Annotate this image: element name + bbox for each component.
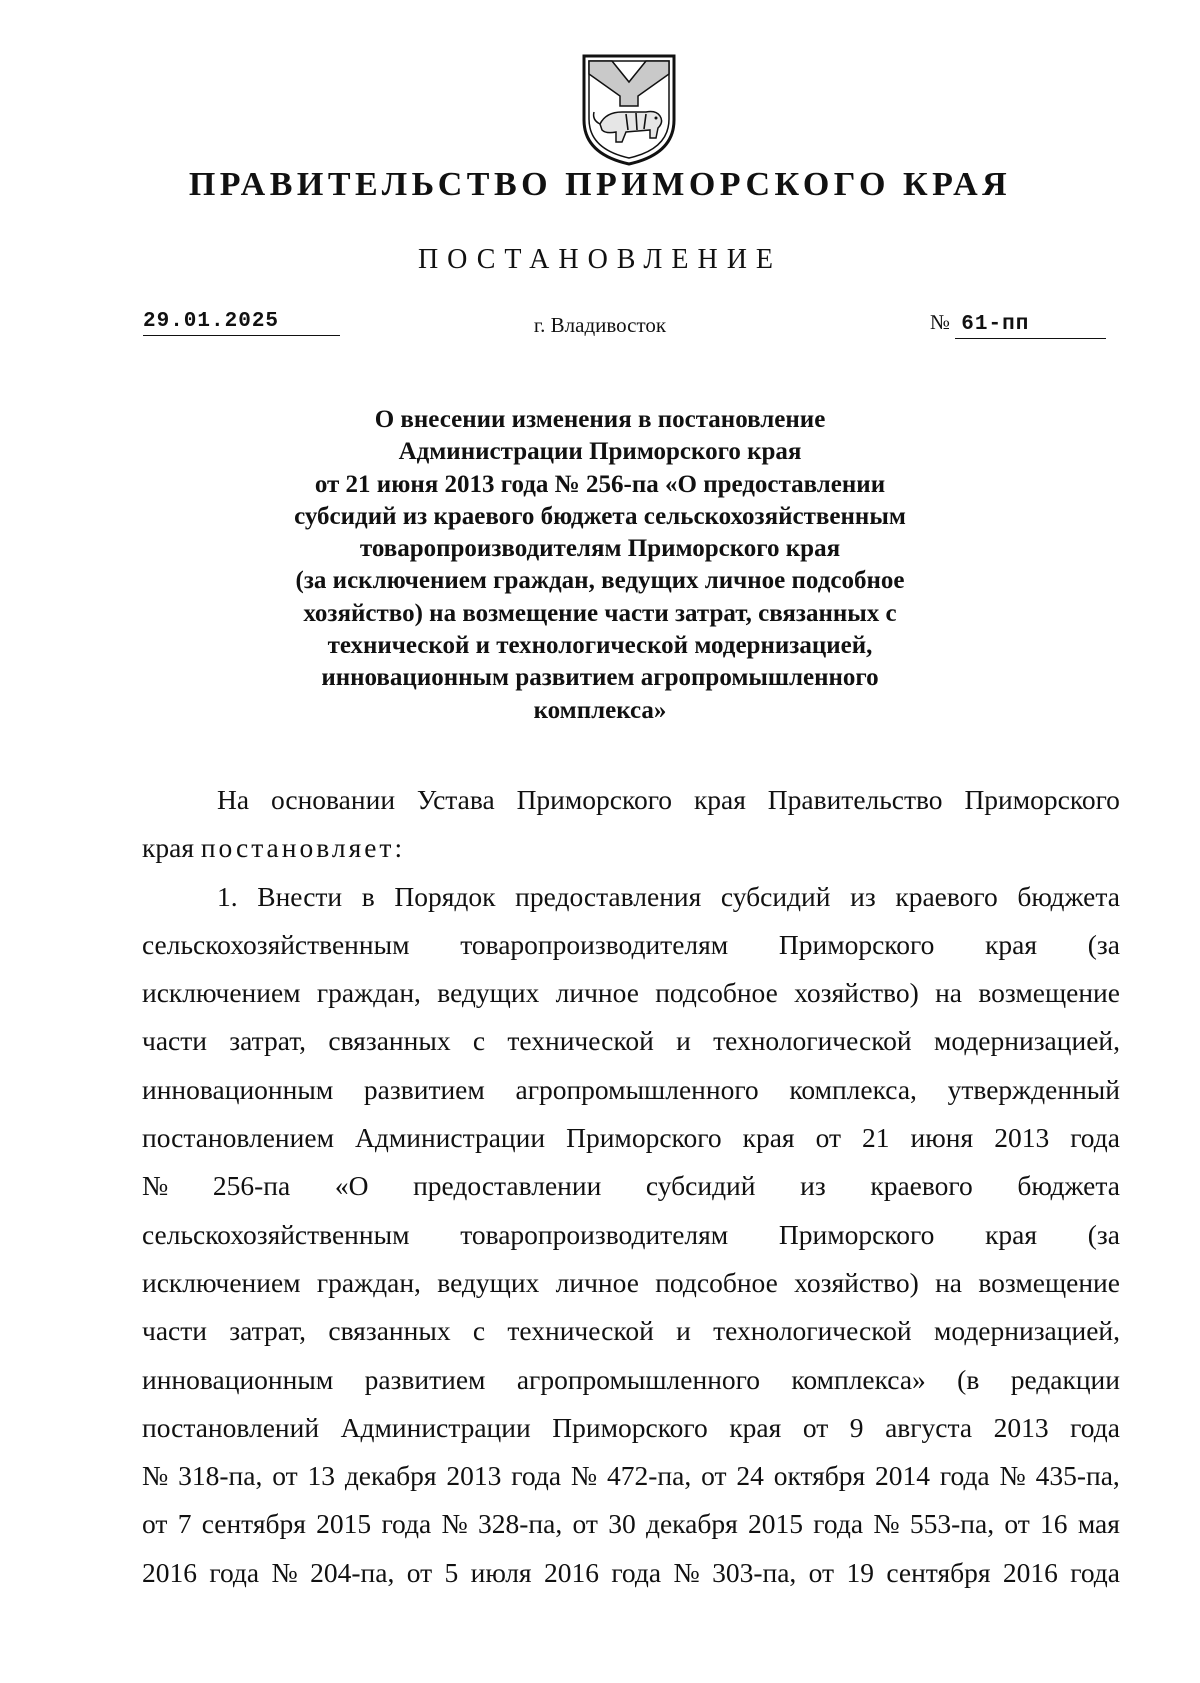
body-word: в [361, 880, 375, 912]
body-word: из [850, 880, 876, 912]
number-value: 61-пп [955, 312, 1106, 339]
title-line: от 21 июня 2013 года № 256-па «О предоставлении [314, 470, 886, 498]
body-word: года [1070, 1411, 1120, 1443]
body-word: 2016 [142, 1556, 197, 1588]
body-word: года [1070, 1556, 1120, 1588]
body-word: края [742, 1122, 795, 1154]
body-word: 435-па, [1035, 1460, 1120, 1492]
body-word: Порядок [394, 880, 496, 912]
body-word: края [985, 928, 1038, 960]
body-word: 2014 [875, 1460, 931, 1492]
document-date: 29.01.2025 [143, 309, 340, 336]
title-line: товаропроизводителям Приморского края [359, 535, 841, 563]
body-word: № [673, 1556, 700, 1588]
document-title [180, 404, 1020, 727]
body-word: агропромышленного [516, 1363, 761, 1395]
body-word: Приморского [552, 1411, 708, 1443]
body-word: комплекса» [791, 1363, 926, 1395]
body-word: ведущих [437, 1266, 540, 1298]
body-word: года [209, 1556, 260, 1588]
body-word: от [406, 1556, 433, 1588]
body-word: хозяйство) [794, 1266, 919, 1298]
body-word: субсидий [720, 880, 831, 912]
body-word: края [985, 1218, 1038, 1250]
body-word: 9 [849, 1411, 864, 1443]
body-line [142, 1114, 1120, 1162]
body-word: возмещение [978, 1266, 1120, 1298]
body-word: 13 [307, 1460, 335, 1492]
body-word: На [217, 784, 250, 815]
body-word: декабря [344, 1460, 437, 1492]
body-line [142, 1452, 1120, 1500]
body-word: Приморского [964, 784, 1120, 815]
body-word: года [813, 1508, 864, 1540]
body-word: от [1004, 1508, 1030, 1540]
body-word: года [939, 1460, 990, 1492]
body-word: от [572, 1508, 598, 1540]
document-city: г. Владивосток [533, 313, 667, 337]
body-word: № [142, 1170, 169, 1202]
body-word: 2015 [748, 1508, 804, 1540]
body-word: Администрации [355, 1122, 546, 1154]
title-line: О внесении изменения в постановление [374, 406, 826, 433]
body-word: исключением [142, 1266, 301, 1298]
body-line [142, 1162, 1120, 1210]
body-line [142, 824, 1120, 872]
body-word: и [676, 1025, 691, 1057]
body-word: 19 [846, 1556, 874, 1588]
body-line [142, 1017, 1120, 1065]
body-word: № [570, 1460, 598, 1492]
body-word: граждан, [316, 1266, 421, 1298]
body-word: от [701, 1460, 727, 1492]
body-word: Администрации [340, 1411, 531, 1443]
body-text-fragment: края [142, 832, 201, 864]
body-word: бюджета [1017, 880, 1120, 912]
body-line [142, 1356, 1120, 1404]
body-word: подсобное [655, 1266, 778, 1298]
body-word: Приморского [778, 1218, 935, 1250]
body-word: части [142, 1025, 207, 1057]
body-word: края [729, 1411, 782, 1443]
document-number [930, 309, 1110, 339]
body-line [142, 1066, 1120, 1114]
body-word: связанных [328, 1025, 451, 1057]
body-word: Приморского [516, 784, 673, 815]
body-word: агропромышленного [515, 1073, 759, 1105]
body-word: предоставлении [413, 1170, 602, 1202]
body-word: 553-па, [909, 1508, 995, 1540]
body-word: года [381, 1508, 432, 1540]
body-word: товаропроизводителям [460, 928, 729, 960]
body-word: модернизацией, [933, 1025, 1120, 1057]
body-word: инновационным [142, 1363, 334, 1395]
body-word: затрат, [229, 1315, 307, 1347]
body-word: предоставления [515, 880, 702, 912]
body-word: «О [334, 1170, 369, 1202]
government-title: ПРАВИТЕЛЬСТВО ПРИМОРСКОГО КРАЯ [188, 166, 1012, 203]
body-word: 2016 [1002, 1556, 1058, 1588]
body-word: октября [773, 1460, 866, 1492]
body-word: Правительство [767, 784, 943, 815]
title-line: технической и технологической модернизацией, [327, 632, 873, 660]
body-word: (за [1087, 928, 1120, 960]
body-word: постановлением [142, 1122, 334, 1154]
body-word: и [676, 1315, 691, 1347]
number-sign: № [930, 310, 951, 334]
body-word: 204-па, [310, 1556, 395, 1588]
body-word: 2016 [543, 1556, 599, 1588]
body-line [142, 873, 1120, 921]
body-word: редакции [1010, 1363, 1120, 1395]
body-word: исключением [142, 977, 301, 1009]
body-word: постановлений [142, 1411, 320, 1443]
document-body [142, 776, 1120, 1597]
body-word: от [808, 1556, 835, 1588]
body-word: 30 [608, 1508, 636, 1540]
body-word: граждан, [316, 977, 421, 1009]
body-word: с [472, 1315, 486, 1347]
body-word: части [142, 1315, 207, 1347]
resolves-word: постановляет: [200, 832, 406, 864]
body-word: 16 [1040, 1508, 1068, 1540]
body-word: краевого [895, 880, 998, 912]
body-line [142, 969, 1120, 1017]
body-word: из [800, 1170, 826, 1202]
body-word: от [802, 1411, 829, 1443]
body-word: августа [885, 1411, 973, 1443]
body-word: 2013 [993, 1411, 1049, 1443]
body-word: технической [507, 1025, 654, 1057]
body-word: № [441, 1508, 468, 1540]
body-word: товаропроизводителям [460, 1218, 729, 1250]
body-word: от [815, 1122, 841, 1154]
body-word: инновационным [142, 1073, 334, 1105]
body-line [142, 1500, 1120, 1548]
body-word: края [693, 784, 746, 815]
body-word: № [999, 1460, 1026, 1492]
body-word: утвержденный [947, 1073, 1120, 1105]
body-word: декабря [645, 1508, 738, 1540]
body-word: Устава [416, 784, 495, 815]
body-word: Внести [257, 880, 343, 912]
body-word: 2013 [994, 1122, 1050, 1154]
body-word: ведущих [437, 977, 540, 1009]
body-word: 328-па, [478, 1508, 563, 1540]
body-word: июня [910, 1122, 974, 1154]
body-word: Приморского [778, 928, 935, 960]
body-word: сельскохозяйственным [142, 928, 410, 960]
title-line: Администрации Приморского края [398, 438, 802, 466]
body-word: краевого [870, 1170, 973, 1202]
body-line [142, 1404, 1120, 1452]
body-line [142, 1211, 1120, 1259]
title-line: (за исключением граждан, ведущих личное подсобное [295, 567, 905, 595]
body-word: технологической [713, 1025, 912, 1057]
body-word: 5 [444, 1556, 459, 1588]
body-word: на [935, 1266, 963, 1298]
title-line: хозяйство) на возмещение части затрат, связанных с [303, 599, 897, 627]
body-word: технологической [713, 1315, 912, 1347]
body-line [142, 1259, 1120, 1307]
body-word: года [611, 1556, 662, 1588]
body-word: 472-па, [607, 1460, 692, 1492]
body-line [142, 1307, 1120, 1355]
title-line: субсидий из краевого бюджета сельскохозяйственным [294, 502, 906, 530]
body-word: от [272, 1460, 298, 1492]
body-word: развитием [363, 1073, 485, 1105]
body-word: сентября [886, 1556, 991, 1588]
document-type: ПОСТАНОВЛЕНИЕ [417, 244, 783, 275]
body-word: личное [555, 977, 639, 1009]
body-word: основании [270, 784, 396, 815]
body-word: 7 [177, 1508, 192, 1540]
body-word: от [142, 1508, 168, 1540]
body-word: года [1070, 1122, 1120, 1154]
body-word: 256-па [212, 1170, 291, 1202]
body-line [142, 1549, 1120, 1597]
body-word: возмещение [978, 977, 1120, 1009]
body-word: подсобное [655, 977, 778, 1009]
body-word: Приморского [566, 1122, 722, 1154]
body-word: технической [507, 1315, 654, 1347]
body-word: бюджета [1017, 1170, 1120, 1202]
body-word: (в [957, 1363, 980, 1395]
body-word: субсидий [645, 1170, 756, 1202]
body-word: модернизацией, [933, 1315, 1120, 1347]
body-word: 24 [736, 1460, 764, 1492]
body-word: затрат, [229, 1025, 307, 1057]
body-word: июля [470, 1556, 532, 1588]
body-word: № [142, 1460, 169, 1492]
body-word: личное [555, 1266, 639, 1298]
body-word: с [472, 1025, 486, 1057]
body-word: на [935, 977, 963, 1009]
body-word: 1. [217, 880, 238, 912]
body-word: № [271, 1556, 298, 1588]
body-word: 318-па, [178, 1460, 263, 1492]
body-word: 21 [862, 1122, 890, 1154]
body-word: (за [1087, 1218, 1120, 1250]
title-line: комплекса» [533, 696, 667, 724]
body-word: мая [1077, 1508, 1120, 1540]
title-line: инновационным развитием агропромышленного [321, 664, 879, 692]
body-line [142, 776, 1120, 824]
body-word: комплекса, [789, 1073, 917, 1105]
body-word: года [511, 1460, 562, 1492]
body-word: 2015 [316, 1508, 372, 1540]
body-line [142, 921, 1120, 969]
body-word: сентября [201, 1508, 306, 1540]
coat-of-arms-icon [576, 50, 682, 168]
body-word: 303-па, [712, 1556, 797, 1588]
body-word: 2013 [446, 1460, 502, 1492]
body-word: развитием [364, 1363, 486, 1395]
body-word: сельскохозяйственным [142, 1218, 410, 1250]
body-word: № [873, 1508, 900, 1540]
body-word: связанных [328, 1315, 451, 1347]
body-word: хозяйство) [794, 977, 919, 1009]
